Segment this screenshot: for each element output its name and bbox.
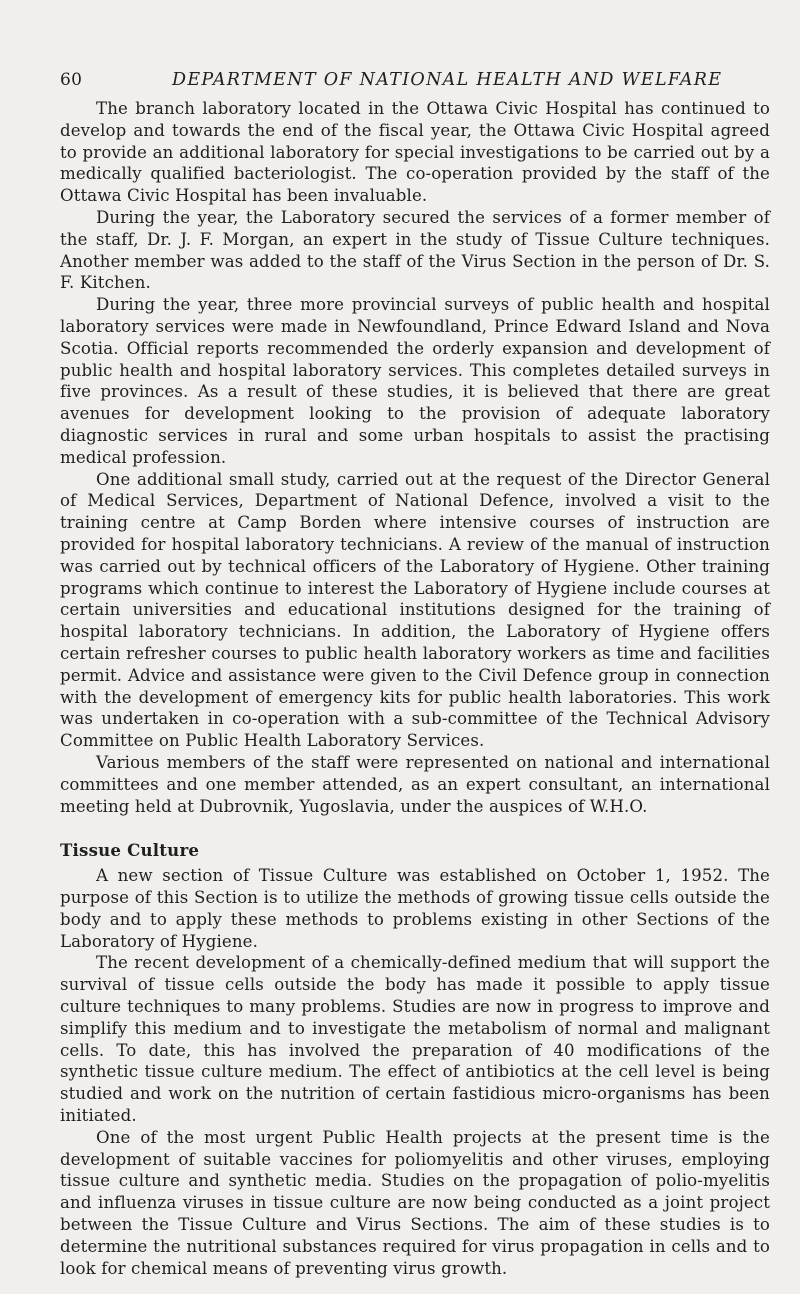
paragraph: One additional small study, carried out at the request of the Director General of Medical Services, Department of National Defence, involved a visit to the training centre at Camp Borden where intensive courses of instruction are provided for hospital laboratory technicians. A review of the manual of instruction was carried out by technical officers of the Laboratory of Hygiene. Other training programs which continue to interest the Laboratory of Hygiene include courses at certain universities and educational institutions designed for the training of hospital laboratory technicians. In addition, the Laboratory of Hygiene offers certain refresher courses to public health laboratory workers as time and facilities permit. Advice and assistance were given to the Civil Defence group in connection with the development of emergency kits for public health laboratories. This work was undertaken in co-operation with a sub-committee of the Technical Advisory Committee on Public Health Laboratory Services. [60,469,770,751]
page-body [60,98,770,1279]
page-header [60,58,770,98]
paragraph: The branch laboratory located in the Ottawa Civic Hospital has continued to develop and towards the end of the fiscal year, the Ottawa Civic Hospital agreed to provide an additional laboratory for special investigations to be carried out by a medically qualified bacteriologist. The co-operation provided by the staff of the Ottawa Civic Hospital has been invaluable. [60,99,770,206]
paragraph: One of the most urgent Public Health projects at the present time is the development of suitable vaccines for poliomyelitis and other viruses, employing tissue culture and synthetic media. Studies on the propagation of polio-myelitis and influenza viruses in tissue culture are now being conducted as a joint project between the Tissue Culture and Virus Sections. The aim of these studies is to determine the nutritional substances required for virus propagation in cells and to look for chemical means of preventing virus growth. [60,1127,770,1278]
running-head: DEPARTMENT OF NATIONAL HEALTH AND WELFARE [172,70,723,90]
paragraph: During the year, three more provincial surveys of public health and hospital laboratory services were made in Newfoundland, Prince Edward Island and Nova Scotia. Official reports recommended the orderly expansion and development of public health and hospital laboratory services. This completes detailed surveys in five provinces. As a result of these studies, it is believed that there are great avenues for development looking to the provision of adequate laboratory diagnostic services in rural and some urban hospitals to assist the practising medical profession. [60,295,770,467]
section-heading: Tissue Culture [60,840,200,861]
page-number: 60 [60,70,83,90]
paragraph: A new section of Tissue Culture was established on October 1, 1952. The purpose of this Section is to utilize the methods of growing tissue cells outside the body and to apply these methods to problems existing in other Sections of the Laboratory of Hygiene. [60,866,770,951]
paragraph: During the year, the Laboratory secured the services of a former member of the staff, Dr. J. F. Morgan, an expert in the study of Tissue Culture techniques. Another member was added to the staff of the Virus Section in the person of Dr. S. F. Kitchen. [60,207,770,293]
paragraph: The recent development of a chemically-defined medium that will support the survival of tissue cells outside the body has made it possible to apply tissue culture techniques to many problems. Studies are now in progress to improve and simplify this medium and to investigate the metabolism of normal and malignant cells. To date, this has involved the preparation of 40 modifications of the synthetic tissue culture medium. The effect of antibiotics at the cell level is being studied and work on the nutrition of certain fastidious micro-organisms has been initiated. [60,953,770,1126]
paragraph: Various members of the staff were represented on national and international committees and one member attended, as an expert consultant, an international meeting held at Dubrovnik, Yugoslavia, under the auspices of W.H.O. [60,752,770,816]
